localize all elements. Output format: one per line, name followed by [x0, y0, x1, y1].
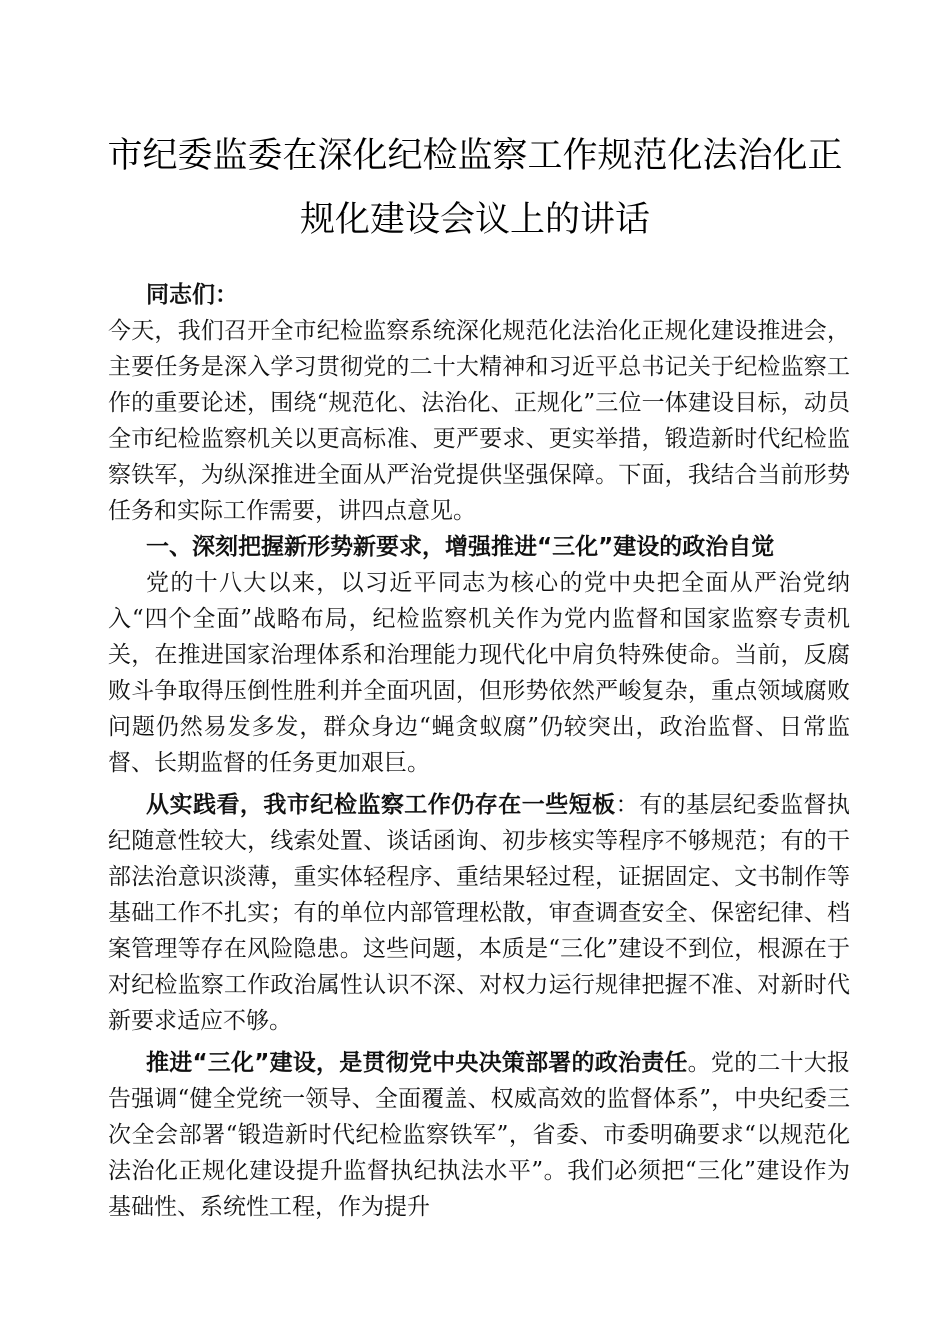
section-1-paragraph-2 — [108, 787, 850, 1039]
section-1-heading: 一、深刻把握新形势新要求，增强推进“三化”建设的政治自觉 — [146, 534, 775, 560]
document-title-line-2: 规化建设会议上的讲话 — [299, 200, 650, 240]
intro-paragraph: 今天，我们召开全市纪检监察系统深化规范化法治化正规化建设推进会，主要任务是深入学习贯彻党的二十大精神和习近平总书记关于纪检监察工作的重要论述，围绕“规范化、法治化、正规化”三位一体建设目标，动员全市纪检监察机关以更高标准、更严要求、更实举措，锻造新时代纪检监察铁军，为纵深推进全面从严治党提供坚强保障。下面，我结合当前形势任务和实际工作需要，讲四点意见。 — [108, 318, 850, 524]
paragraph-3-text: 。党的二十大报告强调“健全党统一领导、全面覆盖、权威高效的监督体系”，中央纪委三次全会部署“锻造新时代纪检监察铁军”，省委、市委明确要求“以规范化法治化正规化建设提升监督执纪执法水平”。我们必须把“三化”建设作为基础性、系统性工程，作为提升 — [108, 1050, 851, 1220]
salutation: 同志们： — [146, 282, 238, 308]
document-title-line-1: 市纪委监委在深化纪检监察工作规范化法治化正 — [107, 136, 843, 176]
paragraph-2-lead: 从实践看，我市纪检监察工作仍存在一些短板 — [146, 792, 616, 818]
paragraph-2-text: ：有的基层纪委监督执纪随意性较大，线索处置、谈话函询、初步核实等程序不够规范；有的干部法治意识淡薄，重实体轻程序、重结果轻过程，证据固定、文书制作等基础工作不扎实；有的单位内部管理松散，审查调查安全、保密纪律、档案管理等存在风险隐患。这些问题，本质是“三化”建设不到位，根源在于对纪检监察工作政治属性认识不深、对权力运行规律把握不准、对新时代新要求适应不够。 — [108, 792, 851, 1034]
section-1-paragraph-1: 党的十八大以来，以习近平同志为核心的党中央把全面从严治党纳入“四个全面”战略布局，纪检监察机关作为党内监督和国家监察专责机关，在推进国家治理体系和治理能力现代化中肩负特殊使命。当前，反腐败斗争取得压倒性胜利并全面巩固，但形势依然严峻复杂，重点领域腐败问题仍然易发多发，群众身边“蝇贪蚁腐”仍较突出，政治监督、日常监督、长期监督的任务更加艰巨。 — [108, 570, 850, 776]
paragraph-3-lead: 推进“三化”建设，是贯彻党中央决策部署的政治责任 — [146, 1050, 688, 1076]
document-body — [108, 277, 850, 1225]
section-1-paragraph-3 — [108, 1045, 850, 1225]
